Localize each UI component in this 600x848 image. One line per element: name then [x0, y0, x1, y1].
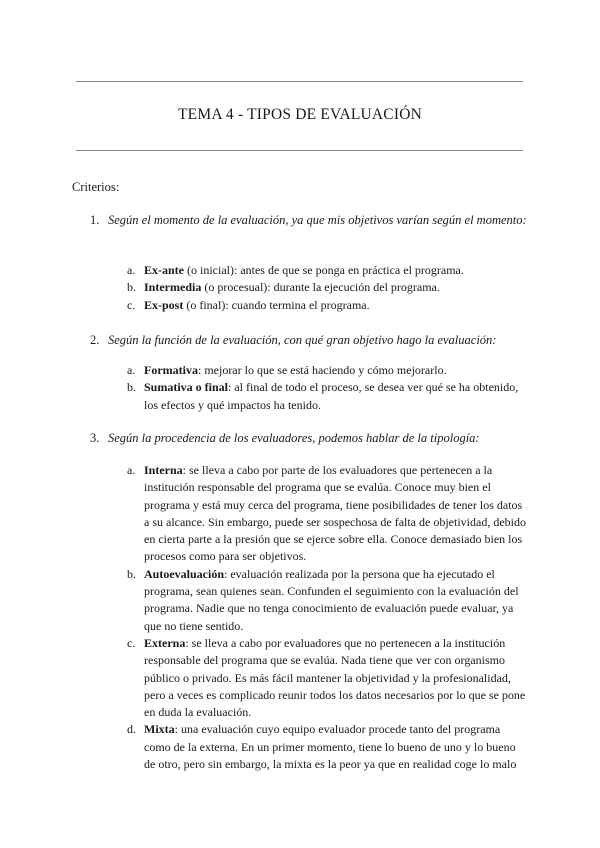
list-item: b. Autoevaluación: evaluación realizada por la persona que ha ejecutado el programa, sean quienes sean. Confunden el seguimiento con la evaluación del programa. Nadie que no tenga conocimiento de evaluación puede evaluar, ya que no tiene sentido. — [127, 566, 519, 633]
section-number: 3. — [90, 431, 100, 445]
page-title: TEMA 4 - TIPOS DE EVALUACIÓN — [178, 106, 422, 123]
section-heading-text: Según la procedencia de los evaluadores, podemos hablar de la tipología: — [108, 431, 480, 445]
list-item: a. Interna: se lleva a cabo por parte de los evaluadores que pertenecen a la institución responsable del programa que se evalúa. Conoce muy bien el programa y está muy cerca del programa, tiene posibilidades de tener los datos a su alcance. Sin embargo, puede ser sospechosa de falta de objetividad, debido en cierta parte a la presión que se ejerce sobre ella. Conoce demasiado bien los procesos como para ser objetivos. — [127, 463, 526, 564]
section-heading-2 — [90, 330, 530, 350]
section-3-list — [127, 462, 527, 773]
list-item: d. Mixta: una evaluación cuyo equipo evaluador procede tanto del programa como de la externa. En un primer momento, tiene lo bueno de uno y lo bueno de otro, pero sin embargo, la mixta es la peor ya que en realidad coge lo malo — [127, 722, 517, 772]
criteria-label: Criterios: — [72, 180, 120, 194]
section-heading-3 — [90, 428, 530, 448]
list-item: a. Ex-ante (o inicial): antes de que se ponga en práctica el programa. — [127, 263, 464, 277]
section-number: 2. — [90, 333, 100, 347]
section-1-list — [127, 262, 527, 314]
section-heading-1 — [90, 210, 530, 230]
list-item: b. Intermedia (o procesual): durante la ejecución del programa. — [127, 280, 440, 295]
top-divider — [76, 81, 523, 82]
list-item: c. Ex-post (o final): cuando termina el programa. — [127, 297, 370, 312]
title-divider — [76, 150, 523, 151]
list-item: a. Formativa: mejorar lo que se está haciendo y cómo mejorarlo. — [127, 363, 447, 377]
list-item: c. Externa: se lleva a cabo por evaluadores que no pertenecen a la institución responsable del programa que se evalúa. Nada tiene que ver con organismo público o privado. Es más fácil mantener la objetividad y la profesionalidad, pero a veces es complicado reunir todos los datos necesarios por lo que se pone en duda la evaluación. — [127, 635, 526, 720]
section-heading-text: Según la función de la evaluación, con qué gran objetivo hago la evaluación: — [108, 333, 497, 347]
section-number: 1. — [90, 213, 100, 227]
section-heading-text: Según el momento de la evaluación, ya que mis objetivos varían según el momento: — [108, 213, 527, 227]
list-item: b. Sumativa o final: al final de todo el proceso, se desea ver qué se ha obtenido, los efectos y qué impactos ha tenido. — [127, 380, 519, 412]
section-2-list — [127, 362, 527, 414]
